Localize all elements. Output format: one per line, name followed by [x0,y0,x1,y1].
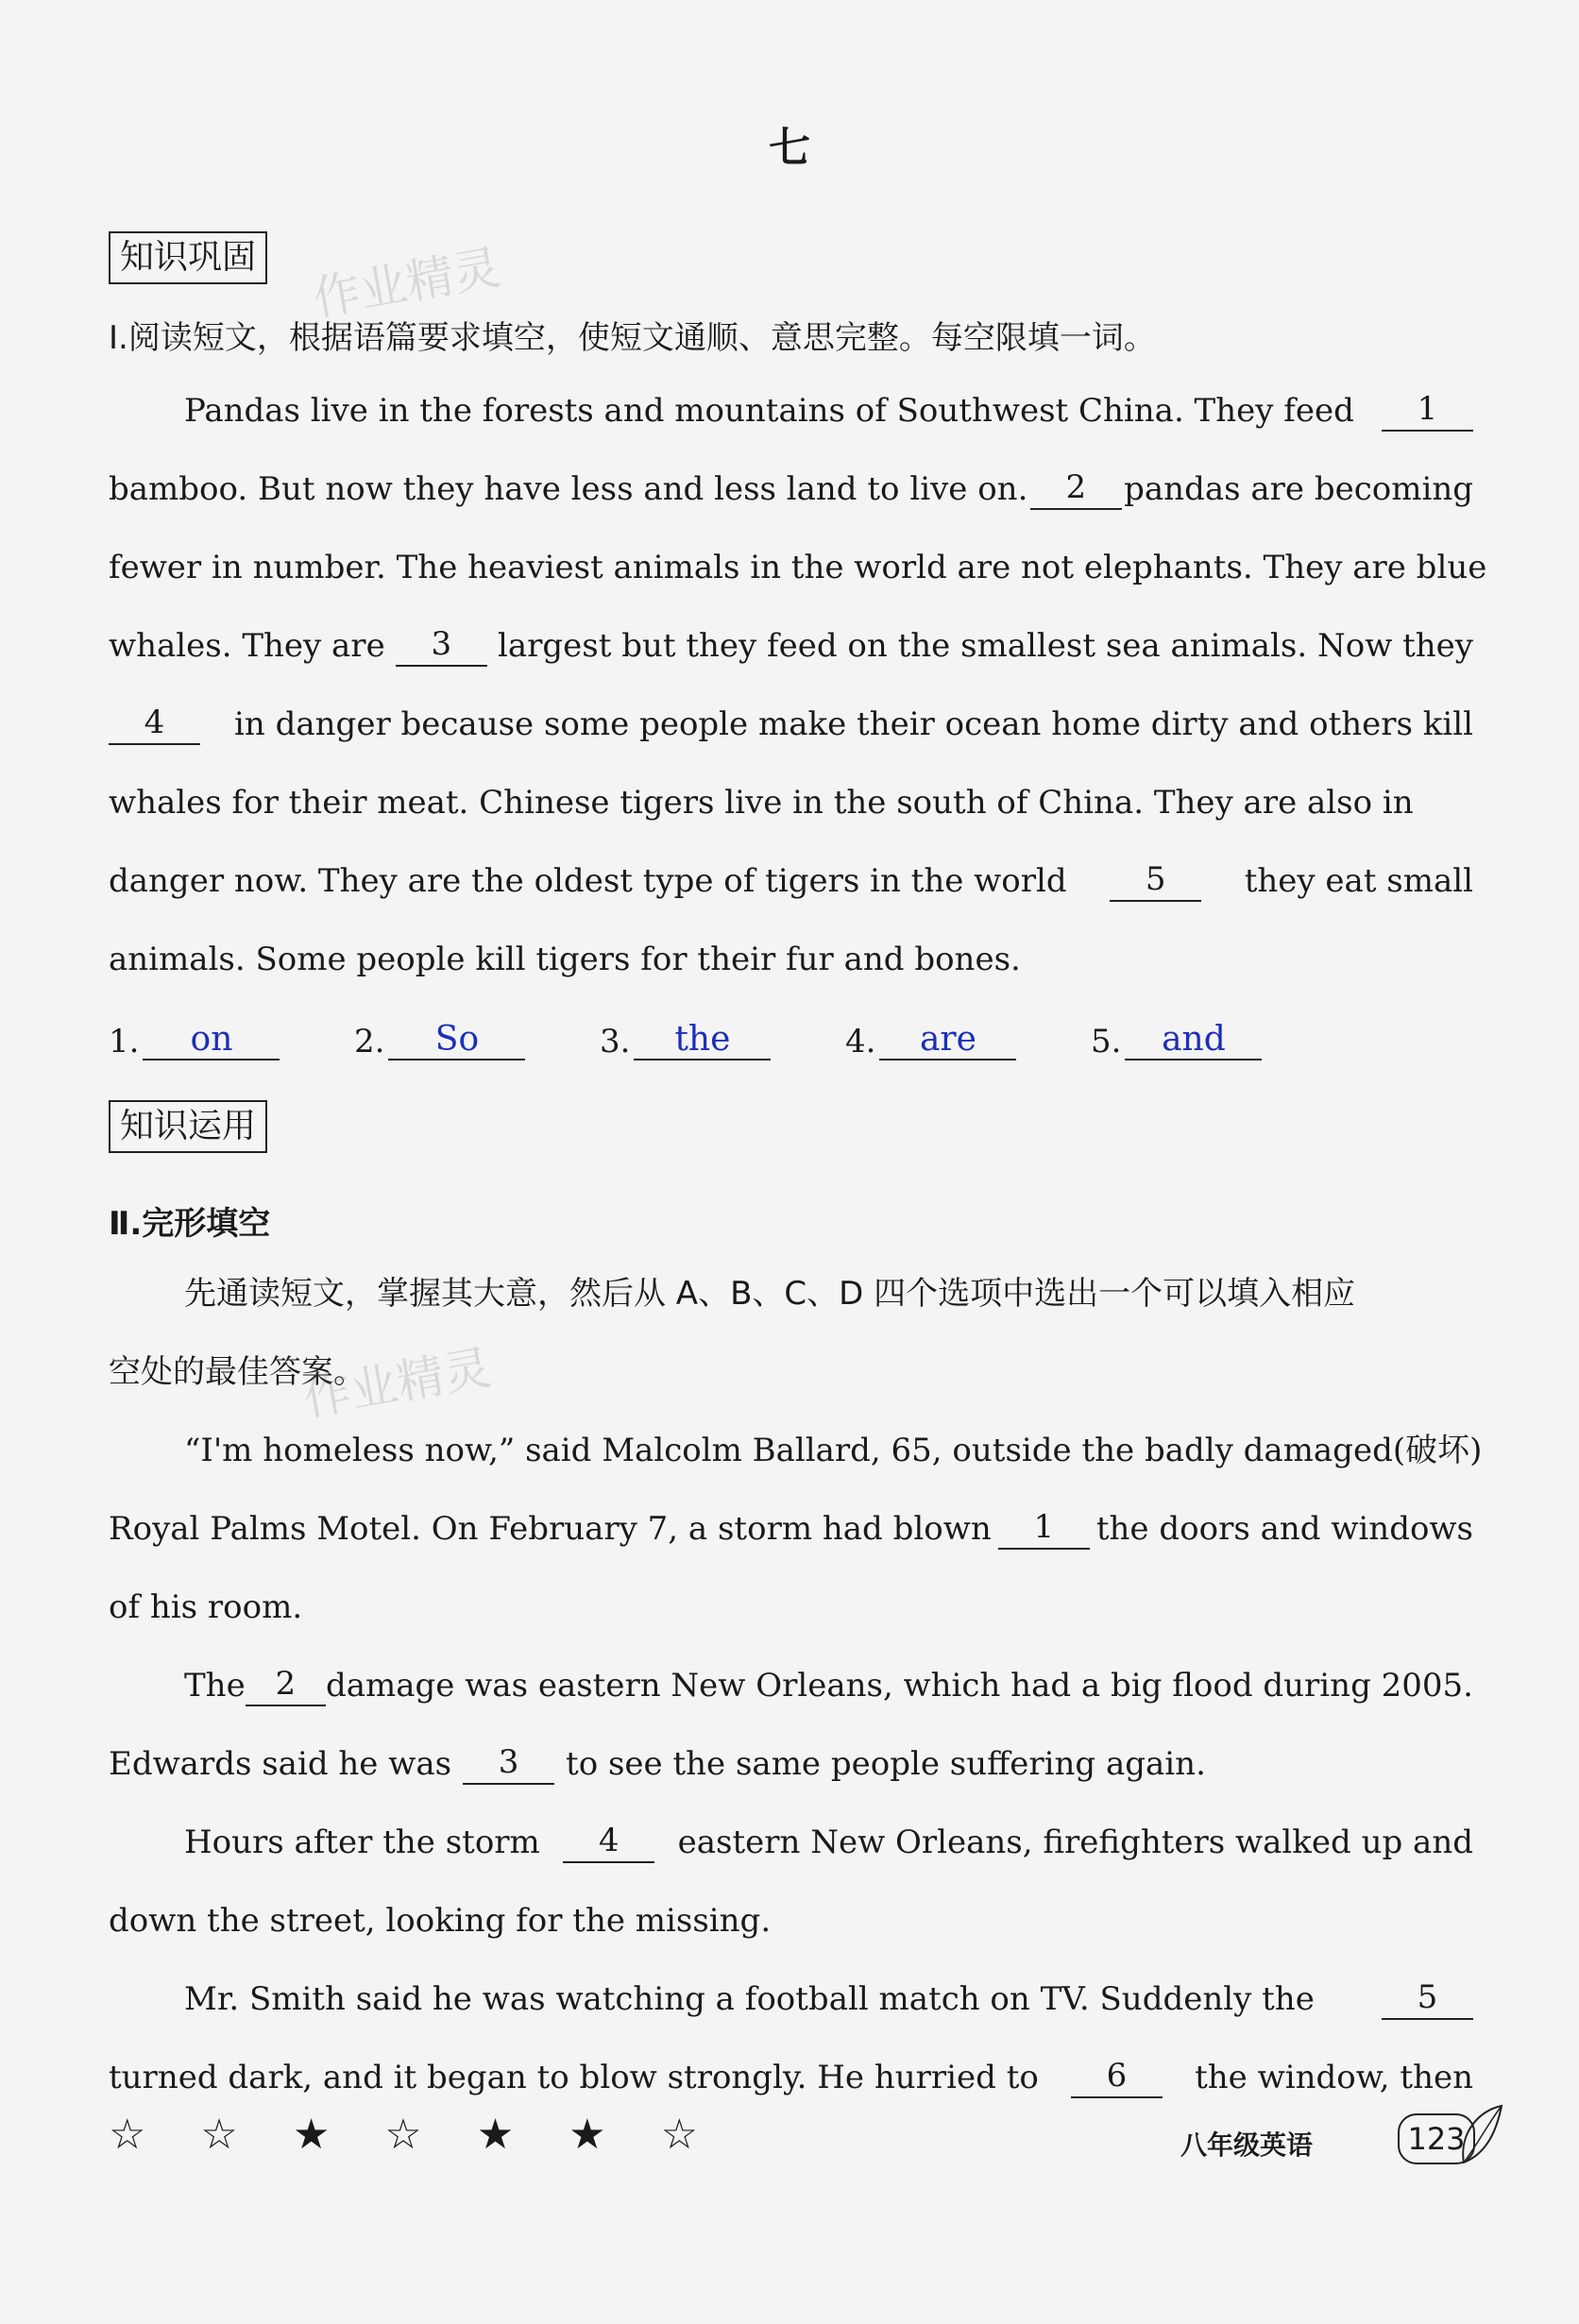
text: Edwards said he was [109,1745,452,1783]
answer-value[interactable]: the [634,1020,771,1060]
section2-heading: Ⅱ.完形填空 [109,1205,271,1243]
cloze-blank-2[interactable]: 2 [246,1665,326,1706]
section2-instruction-line2: 空处的最佳答案。 [109,1353,365,1391]
passage2-line [109,1508,1473,1550]
passage1-line [109,704,1473,745]
text: turned dark, and it began to blow strongly. He hurried to [109,2059,1039,2096]
passage1-line [109,860,1473,902]
blank-2[interactable]: 2 [1030,468,1122,510]
answer-item-4 [845,1020,1091,1060]
star-decoration-icon: ☆ ☆ ★ ☆ ★ ★ ☆ [109,2111,720,2159]
answer-value[interactable]: on [143,1020,280,1060]
passage1-line: animals. Some people kill tigers for their fur and bones. [109,941,1021,978]
text: whales. They are [109,627,385,665]
cloze-blank-5[interactable]: 5 [1382,1978,1473,2020]
passage1-line [109,625,1473,667]
text: eastern New Orleans, firefighters walked up and [677,1824,1473,1861]
passage2-line [184,1822,1473,1863]
answer-number: 5. [1091,1023,1122,1060]
cloze-blank-1[interactable]: 1 [998,1508,1090,1550]
section-label-knowledge-consolidation: 知识巩固 [109,231,267,284]
page-title: 七 [769,124,810,172]
answer-value[interactable]: are [879,1020,1016,1060]
text: danger now. They are the oldest type of tigers in the world [109,862,1067,900]
answer-item-5 [1091,1020,1336,1060]
watermark: 作业精灵 [299,1340,496,1427]
answer-item-3 [600,1020,845,1060]
answer-number: 4. [845,1023,876,1060]
section-label-knowledge-application: 知识运用 [109,1100,267,1153]
blank-4[interactable]: 4 [109,704,200,745]
answer-item-2 [354,1020,600,1060]
cloze-blank-4[interactable]: 4 [563,1822,654,1863]
passage2-line: down the street, looking for the missing. [109,1902,772,1940]
text: they eat small [1244,862,1473,900]
text: damage was eastern New Orleans, which had a big flood during 2005. [325,1667,1473,1705]
answer-value[interactable]: So [388,1020,525,1060]
answer-item-1 [109,1020,354,1060]
passage1-line [109,468,1473,510]
blank-1[interactable]: 1 [1382,390,1473,432]
passage2-line [109,1743,1473,1785]
answer-value[interactable]: and [1125,1020,1262,1060]
blank-3[interactable]: 3 [396,625,487,667]
book-title: 八年级英语 [1180,2129,1314,2161]
text: the doors and windows [1095,1510,1473,1548]
text: Royal Palms Motel. On February 7, a storm had blown [109,1510,992,1548]
leaf-icon [1454,2096,1511,2172]
passage1-line: fewer in number. The heaviest animals in the world are not elephants. They are blue [109,549,1487,586]
passage2-line [109,2057,1473,2098]
passage1-line: whales for their meat. Chinese tigers live in the south of China. They are also in [109,784,1414,822]
text: Hours after the storm [184,1824,540,1861]
watermark: 作业精灵 [309,240,505,327]
section1-instruction: Ⅰ.阅读短文，根据语篇要求填空，使短文通顺、意思完整。每空限填一词。 [109,319,1156,357]
passage1-line [184,390,1473,432]
text: The [184,1667,246,1705]
answer-number: 2. [354,1023,385,1060]
text: in danger because some people make their ocean home dirty and others kill [234,705,1473,743]
cloze-blank-3[interactable]: 3 [463,1743,554,1785]
section2-instruction-line1: 先通读短文，掌握其大意，然后从 A、B、C、D 四个选项中选出一个可以填入相应 [184,1275,1356,1313]
page-number: 123 [1398,2113,1475,2164]
blank-5[interactable]: 5 [1110,860,1201,902]
cloze-blank-6[interactable]: 6 [1071,2057,1163,2098]
answer-row [109,1020,1336,1060]
passage2-line [184,1978,1473,2020]
passage2-line: “I'm homeless now,” said Malcolm Ballard, 65, outside the badly damaged(破坏) [184,1432,1483,1469]
text: pandas are becoming [1124,470,1473,508]
answer-number: 3. [600,1023,631,1060]
text: bamboo. But now they have less and less land to live on. [109,470,1028,508]
text: to see the same people suffering again. [566,1745,1206,1783]
text: Pandas live in the forests and mountains of Southwest China. They feed [184,392,1354,430]
text: largest but they feed on the smallest sea animals. Now they [498,627,1473,665]
passage2-line: of his room. [109,1588,303,1626]
passage2-line [184,1665,1473,1706]
text: the window, then [1195,2059,1473,2096]
answer-number: 1. [109,1023,140,1060]
text: Mr. Smith said he was watching a football match on TV. Suddenly the [184,1980,1315,2018]
